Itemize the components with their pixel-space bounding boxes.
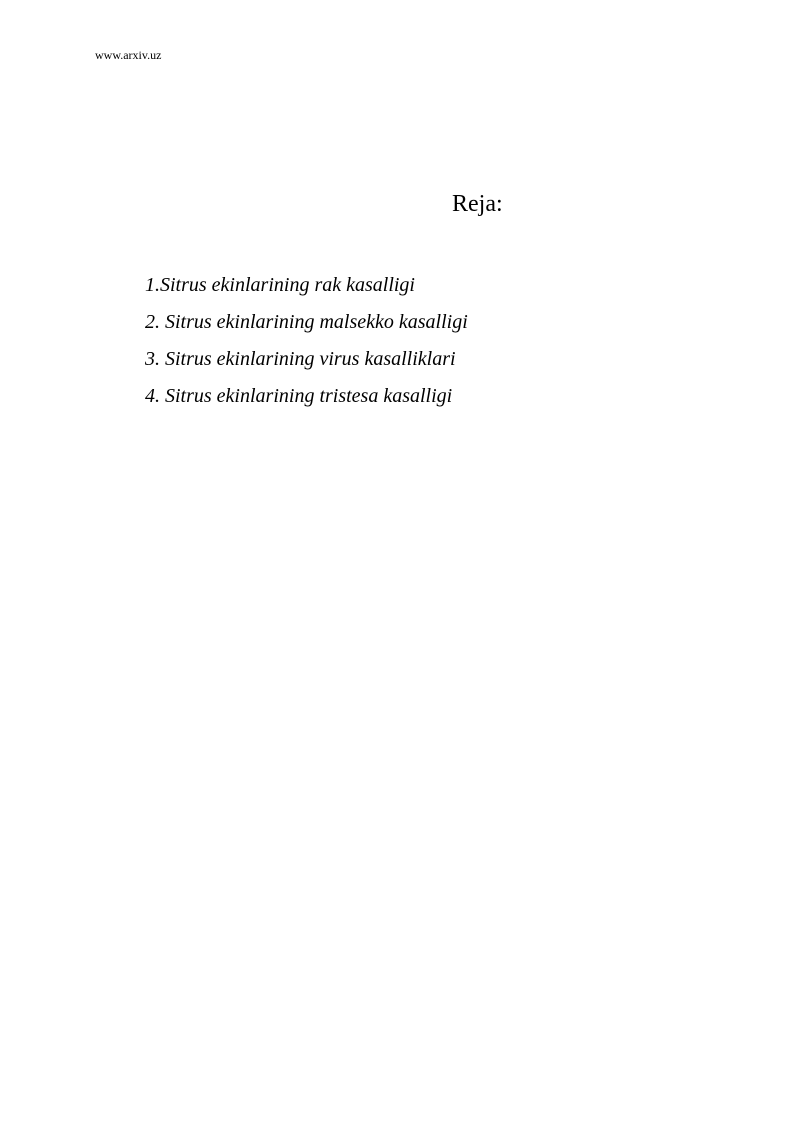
plan-item-4: 4. Sitrus ekinlarining tristesa kasalligi bbox=[145, 385, 453, 407]
plan-item-2: 2. Sitrus ekinlarining malsekko kasalligi bbox=[145, 311, 468, 333]
plan-list bbox=[145, 274, 468, 422]
header-url: www.arxiv.uz bbox=[95, 48, 162, 62]
plan-title: Reja: bbox=[452, 191, 503, 217]
plan-item-1: 1.Sitrus ekinlarining rak kasalligi bbox=[145, 274, 415, 296]
plan-item-3: 3. Sitrus ekinlarining virus kasalliklari bbox=[145, 348, 456, 370]
